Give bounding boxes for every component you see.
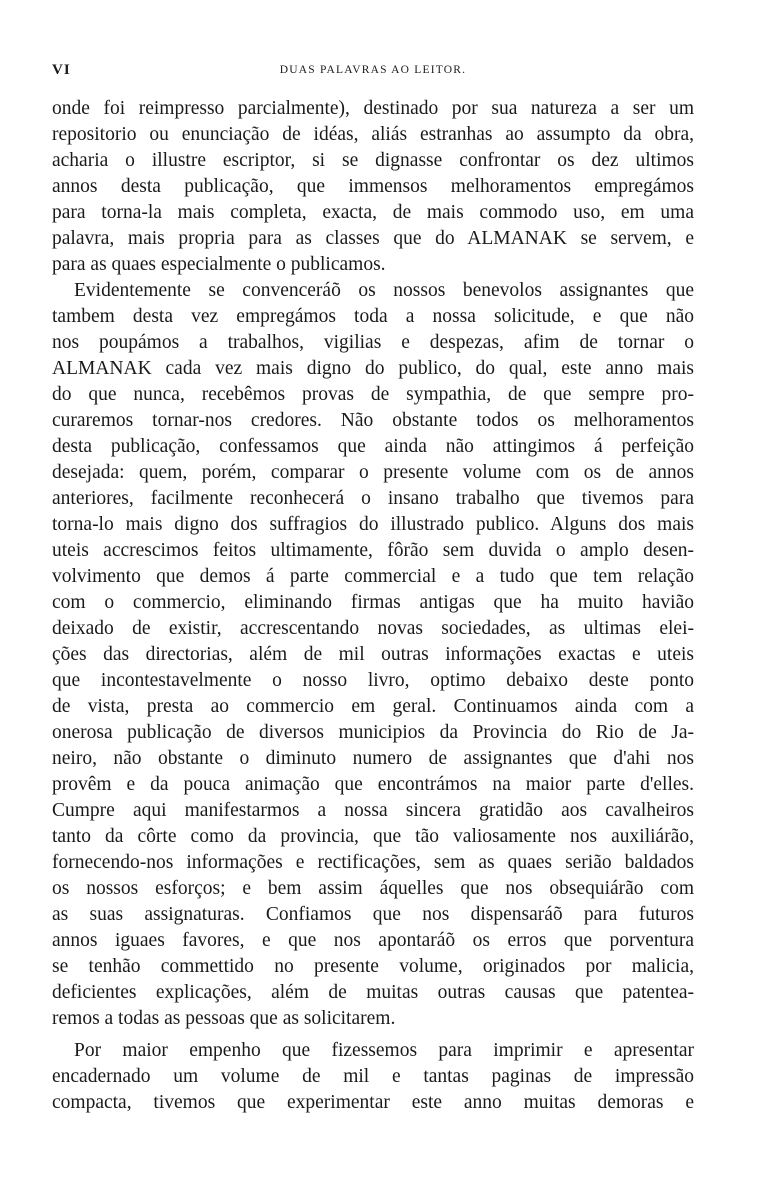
text-line: Por maior empenho que fizessemos para imprimir e apresentar — [74, 1040, 694, 1061]
text-line: curaremos tornar-nos credores. Não obstante todos os melhoramentos — [52, 410, 694, 431]
text-line: compacta, tivemos que experimentar este anno muitas demoras e — [52, 1092, 694, 1113]
paragraph — [52, 96, 694, 278]
text-line: annos desta publicação, que immensos melhoramentos empregámos — [52, 176, 694, 197]
text-line: para torna-la mais completa, exacta, de mais commodo uso, em uma — [52, 202, 694, 223]
text-line: onde foi reimpresso parcialmente), destinado por sua natureza a ser um — [52, 98, 694, 119]
text-line: os nossos esforços; e bem assim áquelles que nos obsequiárão com — [52, 878, 694, 899]
text-line: Cumpre aqui manifestarmos a nossa sincera gratidão aos cavalheiros — [52, 800, 694, 821]
text-line: annos iguaes favores, e que nos apontaráõ os erros que porventura — [52, 930, 694, 951]
text-line: de vista, presta ao commercio em geral. Continuamos ainda com a — [52, 696, 694, 717]
text-line: anteriores, facilmente reconhecerá o insano trabalho que tivemos para — [52, 488, 694, 509]
text-line: com o commercio, eliminando firmas antigas que ha muito havião — [52, 592, 694, 613]
book-page — [52, 58, 694, 1116]
text-line: tanto da côrte como da provincia, que tão valiosamente nos auxiliárão, — [52, 826, 694, 847]
text-line: desta publicação, confessamos que ainda não attingimos á perfeição — [52, 436, 694, 457]
text-line: se tenhão commettido no presente volume, originados por malicia, — [52, 956, 694, 977]
text-line: acharia o illustre escriptor, si se dignasse confrontar os dez ultimos — [52, 150, 694, 171]
text-line: palavra, mais propria para as classes que do ALMANAK se servem, e — [52, 228, 694, 249]
text-line: ções das directorias, além de mil outras informações exactas e uteis — [52, 644, 694, 665]
text-line: nos poupámos a trabalhos, vigilias e despezas, afim de tornar o — [52, 332, 694, 353]
body-text — [52, 96, 694, 1116]
text-line: Evidentemente se convenceráõ os nossos benevolos assignantes que — [74, 280, 694, 301]
text-line: as suas assignaturas. Confiamos que nos dispensaráõ para futuros — [52, 904, 694, 925]
page-number: VI — [52, 62, 71, 78]
text-line: uteis accrescimos feitos ultimamente, fôrão sem duvida o amplo desen- — [52, 540, 694, 561]
text-line: torna-lo mais digno dos suffragios do illustrado publico. Alguns dos mais — [52, 514, 694, 535]
text-line: volvimento que demos á parte commercial e a tudo que tem relação — [52, 566, 694, 587]
text-line: remos a todas as pessoas que as solicitarem. — [52, 1008, 396, 1029]
paragraph — [52, 1038, 694, 1116]
text-line: do que nunca, recebêmos provas de sympathia, de que sempre pro- — [52, 384, 694, 405]
text-line: que incontestavelmente o nosso livro, optimo debaixo deste ponto — [52, 670, 694, 691]
paragraph — [52, 278, 694, 1032]
text-line: fornecendo-nos informações e rectificações, sem as quaes serião baldados — [52, 852, 694, 873]
text-line: para as quaes especialmente o publicamos. — [52, 254, 386, 275]
text-line: ALMANAK cada vez mais digno do publico, do qual, este anno mais — [52, 358, 694, 379]
text-line: desejada: quem, porém, comparar o presente volume com os de annos — [52, 462, 694, 483]
page-header — [52, 58, 694, 88]
text-line: deficientes explicações, além de muitas outras causas que patentea- — [52, 982, 694, 1003]
text-line: tambem desta vez empregámos toda a nossa solicitude, e que não — [52, 306, 694, 327]
text-line: deixado de existir, accrescentando novas sociedades, as ultimas elei- — [52, 618, 694, 639]
text-line: provêm e da pouca animação que encontrámos na maior parte d'elles. — [52, 774, 694, 795]
text-line: onerosa publicação de diversos municipios da Provincia do Rio de Ja- — [52, 722, 694, 743]
text-line: neiro, não obstante o diminuto numero de assignantes que d'ahi nos — [52, 748, 694, 769]
running-title: DUAS PALAVRAS AO LEITOR. — [279, 64, 467, 76]
text-line: encadernado um volume de mil e tantas paginas de impressão — [52, 1066, 694, 1087]
text-line: repositorio ou enunciação de idéas, aliás estranhas ao assumpto da obra, — [52, 124, 694, 145]
